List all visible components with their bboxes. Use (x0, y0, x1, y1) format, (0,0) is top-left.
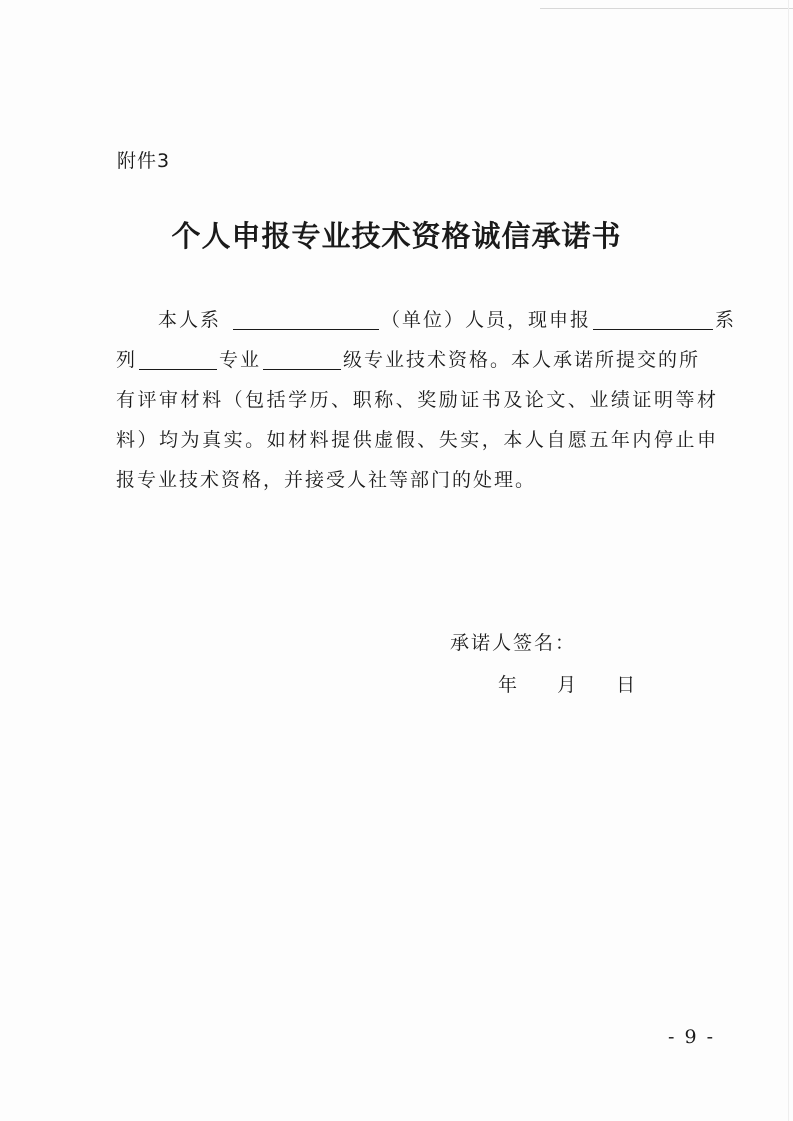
attachment-label: 附件3 (117, 150, 171, 172)
pledge-line-2 (116, 340, 716, 380)
pledge-text: 列 (116, 349, 138, 371)
date-month: 月 (557, 674, 577, 696)
pledge-body (116, 300, 737, 500)
level-blank (263, 345, 341, 370)
pledge-text: （单位）人员，现申报 (381, 309, 592, 331)
pledge-text: 级专业技术资格。本人承诺所提交的所 (343, 349, 701, 371)
unit-blank (233, 305, 379, 330)
pledge-line-3: 有评审材料（包括学历、职称、奖励证书及论文、业绩证明等材 (116, 389, 716, 411)
pledge-text: 专业 (219, 349, 262, 371)
specialty-blank (139, 345, 217, 370)
page-number: - 9 - (668, 1026, 716, 1048)
signature-label: 承诺人签名： (450, 632, 577, 654)
pledge-line-5: 报专业技术资格，并接受人社等部门的处理。 (116, 469, 537, 491)
pledge-line-1 (116, 300, 737, 340)
scan-edge-top (540, 8, 793, 9)
pledge-text: 系 (715, 309, 737, 331)
pledge-line-4: 料）均为真实。如材料提供虚假、失实，本人自愿五年内停止申 (116, 429, 716, 451)
series-blank (593, 305, 713, 330)
scan-edge-right (788, 0, 789, 1121)
date-day: 日 (616, 674, 636, 696)
date-year: 年 (498, 674, 518, 696)
document-title: 个人申报专业技术资格诚信承诺书 (171, 219, 622, 253)
signature-date (498, 670, 635, 697)
pledge-text: 本人系 (158, 309, 222, 331)
